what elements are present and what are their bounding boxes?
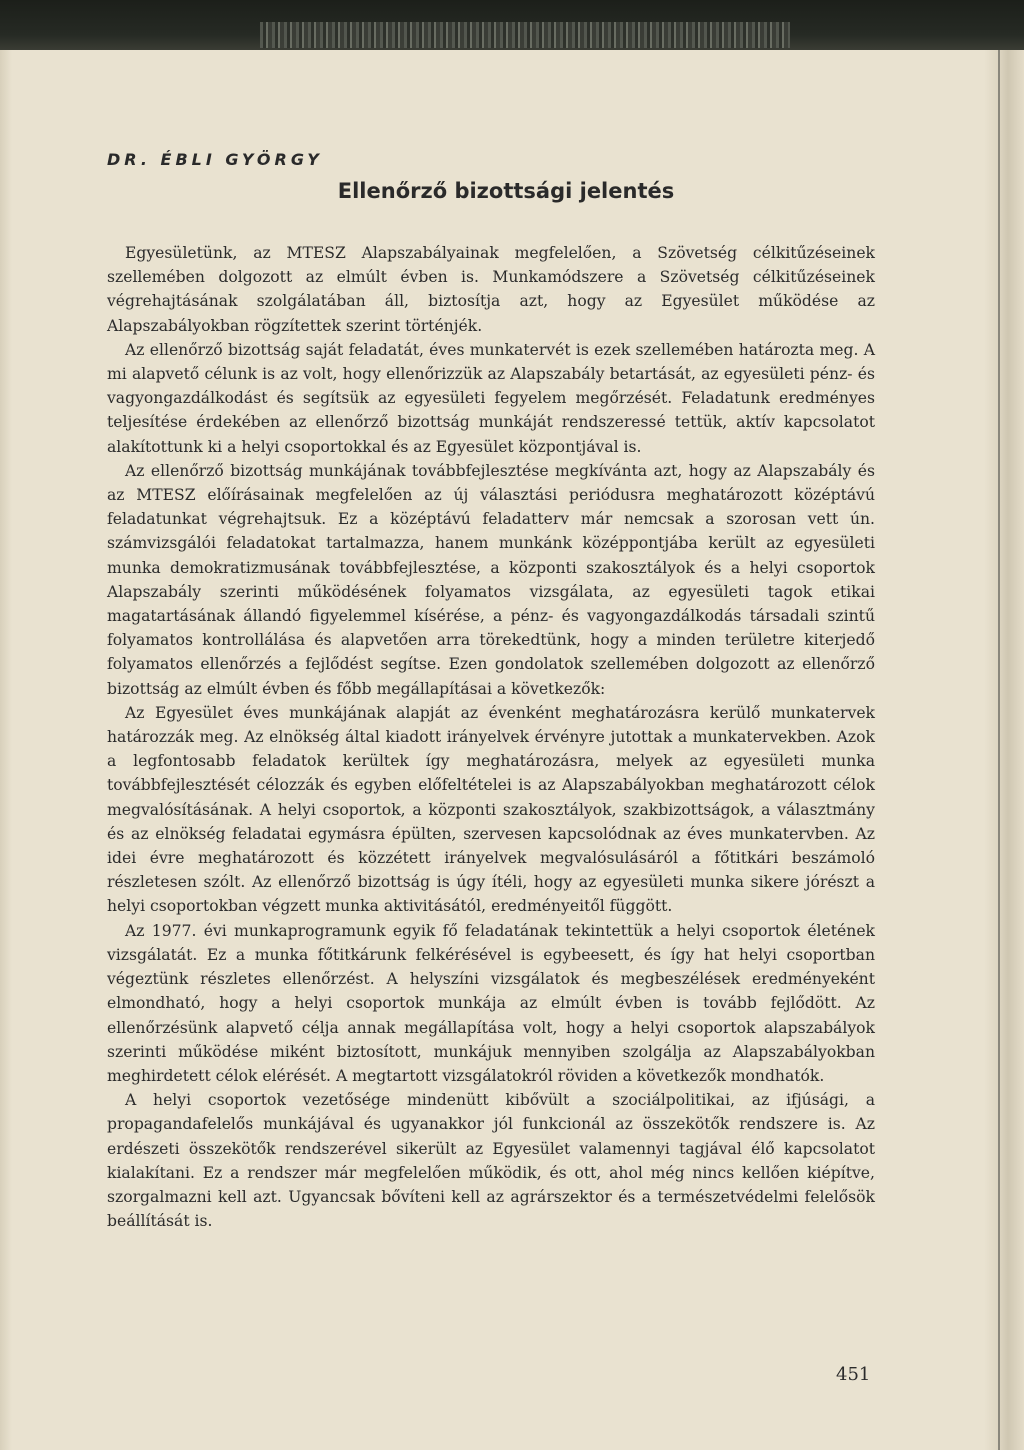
paragraph: Az ellenőrző bizottság munkájának továbbfejlesztése megkívánta azt, hogy az Alapszabály és az MTESZ előírásainak megfelelően az új választási periódusra meghatározott középtávú feladatunkat végrehajtsuk. Ez a középtávú feladatterv már nemcsak a szorosan vett ún. számvizsgálói feladatokat tartalmazza, hanem munkánk középpontjába került az egyesületi munka demokratizmusának továbbfejlesztése, a központi szakosztályok és a helyi csoportok Alapszabály szerinti működésének folyamatos vizsgálata, az egyesületi tagok etikai magatartásának állandó figyelemmel kísérése, a pénz- és vagyongazdálkodás társadali szintű folyamatos kontrollálása és alapvetően arra törekedtünk, hogy a minden területre kiterjedő folyamatos ellenőrzés a fejlődést segítse. Ezen gondolatok szellemében dolgozott az ellenőrző bizottság az elmúlt évben és főbb megállapításai a következők: — [107, 461, 875, 698]
paragraph: A helyi csoportok vezetősége mindenütt kibővült a szociálpolitikai, az ifjúsági, a propagandafelelős munkájával és ugyanakkor jól funkcionál az összekötők rendszere is. Az erdészeti összekötők rendszerével sikerült az Egyesület valamennyi tagjával élő kapcsolatot kialakítani. Ez a rendszer már megfelelően működik, és ott, ahol még nincs kellően kiépítve, szorgalmazni kell azt. Ugyancsak bővíteni kell az agrárszektor és a természetvédelmi felelősök beállítását is. — [107, 1091, 875, 1231]
article-body — [107, 241, 875, 1233]
paragraph: Az ellenőrző bizottság saját feladatát, éves munkatervét is ezek szellemében határozta meg. A mi alapvető célunk is az volt, hogy ellenőrizzük az Alapszabály betartását, az egyesületi pénz- és vagyongazdálkodást és segítsük az egyesületi fegyelem megőrzését. Feladatunk eredményes teljesítése érdekében az ellenőrző bizottság munkáját rendszeressé tettük, aktív kapcsolatot alakítottunk ki a helyi csoportokkal és az Egyesület központjával is. — [107, 340, 875, 456]
page-left-edge — [0, 50, 12, 1450]
article-title: Ellenőrző bizottsági jelentés — [337, 179, 675, 203]
page-fold-line — [998, 50, 1000, 1450]
scan-artifact-strip — [260, 22, 790, 48]
paragraph: Az 1977. évi munkaprogramunk egyik fő feladatának tekintettük a helyi csoportok életének vizsgálatát. Ez a munka főtitkárunk felkérésével is egybeesett, és így hat helyi csoportban végeztünk részletes ellenőrzést. A helyszíni vizsgálatok és megbeszélések eredményeként elmondható, hogy a helyi csoportok munkája az elmúlt évben is tovább fejlődött. Az ellenőrzésünk alapvető célja annak megállapítása volt, hogy a helyi csoportok alapszabályok szerinti működése miként biztosított, munkájuk mennyiben szolgálja az Alapszabályokban meghirdetett célok elérését. A megtartott vizsgálatokról röviden a következők mondhatók. — [107, 921, 875, 1085]
document-page — [107, 150, 875, 1233]
page-right-edge — [984, 50, 1024, 1450]
paragraph: Egyesületünk, az MTESZ Alapszabályainak megfelelően, a Szövetség célkitűzéseinek szellemében dolgozott az elmúlt évben is. Munkamódszere a Szövetség célkitűzéseinek végrehajtásának szolgálatában áll, biztosítja azt, hogy az Egyesület működése az Alapszabályokban rögzítettek szerint történjék. — [107, 244, 875, 335]
scan-top-band — [0, 0, 1024, 50]
author-name: DR. ÉBLI GYÖRGY — [107, 150, 323, 169]
paragraph: Az Egyesület éves munkájának alapját az évenként meghatározásra kerülő munkatervek határozzák meg. Az elnökség által kiadott irányelvek érvényre jutottak a munkatervekben. Azok a legfontosabb feladatok kerültek így meghatározásra, melyek az egyesületi munka továbbfejlesztését célozzák és egyben előfeltételei is az Alapszabályokban meghatározott célok megvalósításának. A helyi csoportok, a központi szakosztályok, szakbizottságok, a választmány és az elnökség feladatai egymásra épülten, szervesen kapcsolódnak az éves munkatervben. Az idei évre meghatározott és közzétett irányelvek megvalósulásáról a főtitkári beszámoló részletesen szólt. Az ellenőrző bizottság is úgy ítéli, hogy az egyesületi munka sikere jórészt a helyi csoportokban végzett munka aktivitásától, eredményeitől függött. — [107, 703, 875, 916]
page-number: 451 — [836, 1364, 871, 1385]
